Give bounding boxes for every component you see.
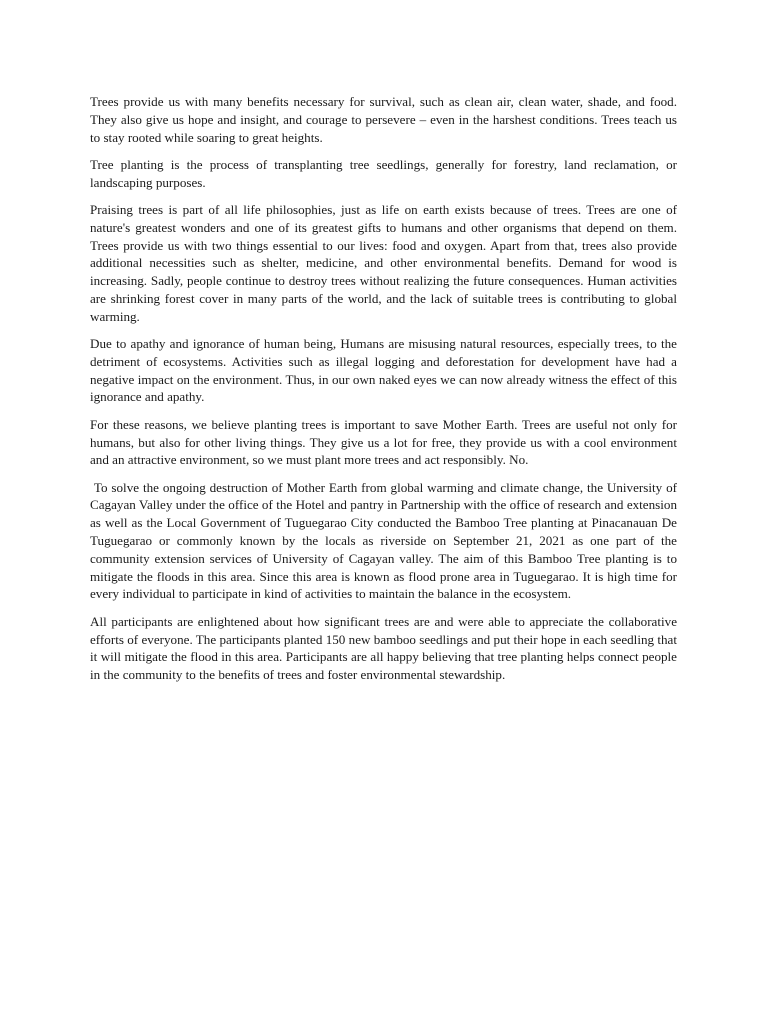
- paragraph-1: Trees provide us with many benefits necessary for survival, such as clean air, clean water, shade, and food. They also give us hope and insight, and courage to persevere – even in the harshest conditions. Trees teach us to stay rooted while soaring to great heights.: [90, 94, 677, 145]
- paragraph-5: For these reasons, we believe planting trees is important to save Mother Earth. Trees are useful not only for humans, but also for other living things. They give us a lot for free, they provide us with a cool environment and an attractive environment, so we must plant more trees and act responsibly. No.: [90, 416, 677, 468]
- paragraph-2: Tree planting is the process of transplanting tree seedlings, generally for forestry, land reclamation, or landscaping purposes.: [90, 156, 677, 190]
- paragraph-7: All participants are enlightened about how significant trees are and were able to appreciate the collaborative efforts of everyone. The participants planted 150 new bamboo seedlings and put their hope in each seedling that it will mitigate the flood in this area. Participants are all happy believing that tree planting helps connect people in the community to the benefits of trees and foster environmental stewardship.: [90, 613, 677, 683]
- paragraph-4: Due to apathy and ignorance of human being, Humans are misusing natural resources, especially trees, to the detriment of ecosystems. Activities such as illegal logging and deforestation for development have had a negative impact on the environment. Thus, in our own naked eyes we can now already witness the effect of this ignorance and apathy.: [90, 336, 677, 405]
- paragraph-3: Praising trees is part of all life philosophies, just as life on earth exists because of trees. Trees are one of nature's greatest wonders and one of its greatest gifts to humans and other organisms that depend on them. Trees provide us with two things essential to our lives: food and oxygen. Apart from that, trees also provide additional necessities such as shelter, medicine, and other environmental benefits. Demand for wood is increasing. Sadly, people continue to destroy trees without realizing the future consequences. Human activities are shrinking forest cover in many parts of the world, and the lack of suitable trees is contributing to global warming.: [90, 201, 677, 324]
- document-body: [90, 93, 681, 693]
- paragraph-6: To solve the ongoing destruction of Mother Earth from global warming and climate change, the University of Cagayan Valley under the office of the Hotel and pantry in Partnership with the office of research and extension as well as the Local Government of Tuguegarao City conducted the Bamboo Tree planting at Pinacanauan De Tuguegarao or commonly known by the locals as riverside on September 21, 2021 as one part of the community extension services of University of Cagayan valley. The aim of this Bamboo Tree planting is to mitigate the floods in this area. Since this area is known as flood prone area in Tuguegarao. It is high time for every individual to participate in kind of activities to maintain the balance in the ecosystem.: [90, 479, 681, 602]
